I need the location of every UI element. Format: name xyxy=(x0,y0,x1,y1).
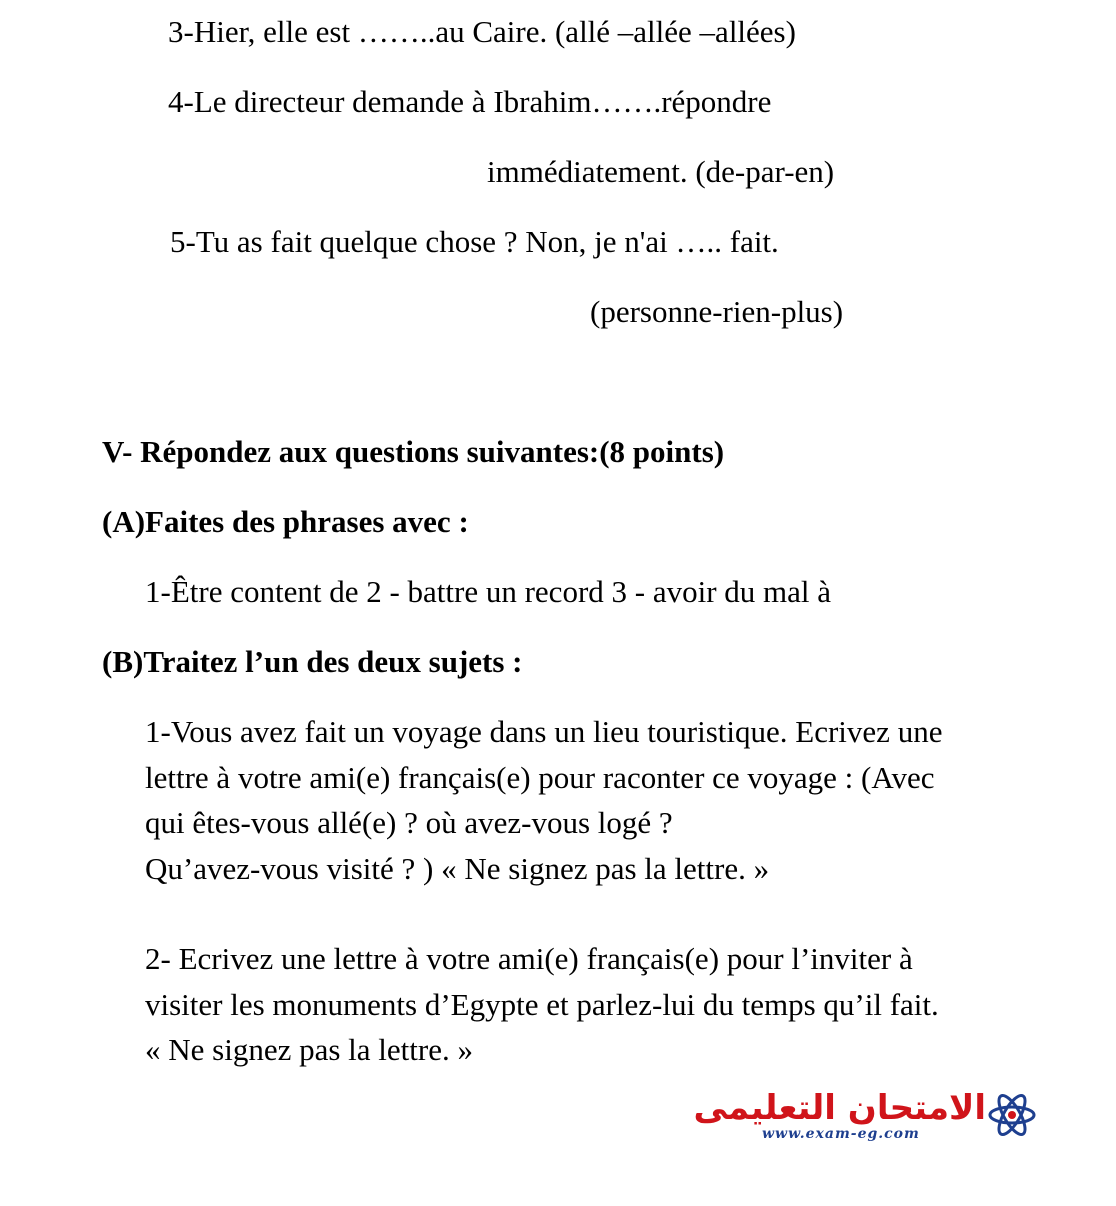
exam-eg-logo xyxy=(693,1086,1038,1156)
question-5-line-2: (personne-rien-plus) xyxy=(590,294,844,329)
question-4-line-2: immédiatement. (de-par-en) xyxy=(487,154,835,189)
section-v-title: V- Répondez aux questions suivantes:(8 points) xyxy=(102,434,725,469)
subject-2-line: « Ne signez pas la lettre. » xyxy=(145,1032,473,1067)
subject-1-line: qui êtes-vous allé(e) ? où avez-vous logé ? xyxy=(145,805,673,840)
subject-1-line: 1-Vous avez fait un voyage dans un lieu touristique. Ecrivez une xyxy=(145,714,943,749)
subject-2 xyxy=(145,936,939,1073)
part-a-title: (A)Faites des phrases avec : xyxy=(102,504,469,539)
subject-2-line: visiter les monuments d’Egypte et parlez-lui du temps qu’il fait. xyxy=(145,986,939,1022)
logo-arabic-text: الامتحان التعليمى xyxy=(693,1088,986,1128)
subject-1-line: lettre à votre ami(e) français(e) pour raconter ce voyage : (Avec xyxy=(145,759,935,795)
question-3: 3-Hier, elle est ……..au Caire. (allé –allée –allées) xyxy=(168,14,796,49)
question-4-line-1: 4-Le directeur demande à Ibrahim…….répondre xyxy=(168,84,772,119)
atom-icon xyxy=(986,1088,1038,1142)
logo-url: www.exam-eg.com xyxy=(762,1126,920,1142)
part-b-title: (B)Traitez l’un des deux sujets : xyxy=(102,644,523,679)
subject-2-line: 2- Ecrivez une lettre à votre ami(e) français(e) pour l’inviter à xyxy=(145,941,913,976)
part-a-items: 1-Être content de 2 - battre un record 3 - avoir du mal à xyxy=(145,574,832,609)
subject-1 xyxy=(145,709,942,891)
subject-1-line: Qu’avez-vous visité ? ) « Ne signez pas la lettre. » xyxy=(145,850,770,886)
question-5-line-1: 5-Tu as fait quelque chose ? Non, je n'ai ….. fait. xyxy=(170,224,779,259)
